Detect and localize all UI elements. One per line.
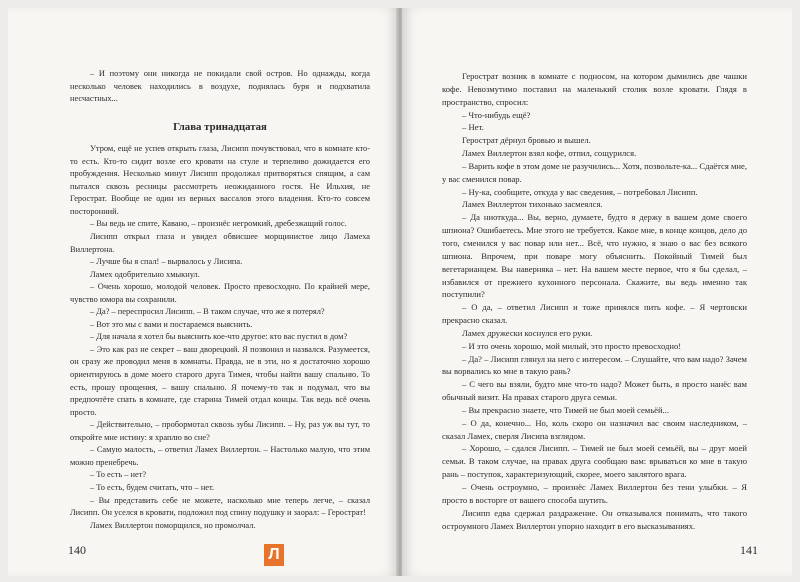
left-page bbox=[8, 8, 398, 576]
paragraph: Ламех одобрительно хмыкнул. bbox=[90, 269, 200, 279]
paragraph: – Хорошо, – сдался Лисипп. – Тимей не был моей семьёй, вы – друг моей семьи. В таком случае, на правах друга сообщаю вам: врываться ко мне в такую рань – поступок, характеризующий, скорее, моего заклятого врага. bbox=[442, 443, 747, 480]
paragraph: Герострат дёрнул бровью и вышел. bbox=[462, 135, 591, 146]
paragraph: – Вы ведь не спите, Кавано, – произнёс негромкий, дребезжащий голос. bbox=[90, 219, 347, 229]
paragraph: – Ну-ка, сообщите, откуда у вас сведения, – потребовал Лисипп. bbox=[462, 186, 698, 197]
right-page-text bbox=[442, 70, 747, 532]
right-page bbox=[402, 8, 792, 576]
paragraph: – Да? – переспросил Лисипп. – В таком случае, что же я потерял? bbox=[90, 307, 325, 317]
paragraph: – Что-нибудь ещё? bbox=[462, 109, 531, 120]
paragraph: – Нет. bbox=[462, 122, 484, 133]
paragraph: – Вы представить себе не можете, насколько мне теперь легче, – сказал Лисипп. Он уселся в кровати, подложил под спину подушку и заорал: – Герострат! bbox=[70, 495, 370, 518]
chapter-heading: Глава тринадцатая bbox=[173, 120, 267, 133]
paragraph: – И поэтому они никогда не покидали свой остров. Но однажды, когда несколько человек находились в воздухе, поднялась буря и подхватила несчастных... bbox=[70, 69, 370, 104]
paragraph: – Варить кофе в этом доме не разучились... Хотя, позвольте-ка... Сдаётся мне, у вас сменился повар. bbox=[442, 160, 747, 184]
paragraph: – Самую малость, – ответил Ламех Виллертон. – Настолько малую, что этим можно пренебречь. bbox=[70, 445, 370, 467]
publisher-logo-icon: Л bbox=[264, 544, 284, 566]
paragraph: – И это очень хорошо, мой милый, это просто превосходно! bbox=[462, 340, 682, 351]
paragraph: Ламех Виллертон взял кофе, отпил, сощурился. bbox=[462, 148, 637, 159]
book-spread bbox=[8, 8, 792, 576]
paragraph: – Вот это мы с вами и постараемся выяснить. bbox=[90, 319, 253, 329]
paragraph: – Это как раз не секрет – ваш дворецкий. Я позвонил и назвался. Разумеется, он сразу же проводил меня в комнаты. Правда, не в эти, но я достаточно хорошо ориентируюсь в доме моего старого друга Тимея, чтобы найти вашу спальню. То есть, прошу прощения, – вашу спальню. Я почему-то так и подумал, что вы предпочтёте спать в комнате, где старина Тимей отдал концы. Так ведь всё очень просто. bbox=[70, 344, 370, 417]
page-number: 141 bbox=[740, 543, 758, 557]
paragraph: Ламех Виллертон тихонько засмеялся. bbox=[462, 199, 603, 210]
paragraph: – То есть, будем считать, что – нет. bbox=[90, 482, 215, 492]
paragraph: Герострат возник в комнате с подносом, на котором дымились две чашки кофе. Невозмутимо поставил на маленький столик возле кровати. Глядя в пространство, спросил: bbox=[442, 71, 747, 107]
paragraph: Утром, ещё не успев открыть глаза, Лисипп почувствовал, что в комнате кто-то есть. Кто-то сидит возле его кровати на стуле и терпеливо дожидается его пробуждения. Несколько минут Лисипп продолжал притворяться спящим, а сам пытался сквозь ресницы рассмотреть неожиданного гостя. Не Ильхия, не Герострат. Вообще не один из верных вассалов этого владения. Кто-то совсем посторонний. bbox=[70, 144, 370, 216]
paragraph: Ламех Виллертон поморщился, но промолчал. bbox=[90, 520, 256, 530]
paragraph: – Лучше бы я спал! – вырвалось у Лисипа. bbox=[90, 257, 243, 267]
paragraph: – Да ниоткуда... Вы, верно, думаете, будто я держу в вашем доме своего шпиона? Ошибаетесь. Мне этого не требуется. Какое мне, в конце концов, дело до того, сменился у вас повар или нет... Всё, что нужно, я знаю о вас без всякого шпиона. Впрочем, при поваре могу объяснить. Покойный Тимей был вегетарианцем. Вы наверняка – нет. На вашем месте первое, что я бы сделал, – избавился от прежнего кухонного персонала. Скажите, вы ведь именно так поступили? bbox=[442, 212, 747, 300]
paragraph: – Да? – Лисипп глянул на него с интересом. – Слушайте, что вам надо? Зачем вы ворвались ко мне в такую рань? bbox=[442, 353, 747, 377]
paragraph: – То есть – нет? bbox=[90, 470, 147, 480]
paragraph: – Очень хорошо, молодой человек. Просто превосходно. По крайней мере, чувство юмора вы сохранили. bbox=[70, 282, 370, 304]
paragraph: – О да, – ответил Лисипп и тоже принялся пить кофе. – Я чертовски прекрасно сказал. bbox=[442, 302, 747, 326]
left-page-text bbox=[70, 68, 370, 532]
paragraph: – Вы прекрасно знаете, что Тимей не был моей семьёй... bbox=[462, 404, 669, 415]
paragraph: – Действительно, – пробормотал сквозь зубы Лисипп. – Ну, раз уж вы тут, то откройте мне истину: я храплю во сне? bbox=[70, 420, 370, 442]
paragraph: Ламех дружески коснулся его руки. bbox=[462, 327, 593, 338]
paragraph: – Для начала я хотел бы выяснить кое-что другое: кто вас пустил в дом? bbox=[90, 332, 348, 342]
paragraph: – С чего вы взяли, будто мне что-то надо? Может быть, я просто нанёс вам обычный визит. На правах старого друга семьи. bbox=[442, 379, 747, 403]
paragraph: – О да, конечно... Но, коль скоро он назначил вас своим наследником, – сказал Ламех, сверля Лисипа взглядом. bbox=[442, 417, 747, 441]
paragraph: Лисипп едва сдержал раздражение. Он отказывался понимать, что такого остроумного Ламех Виллертон упорно находит в его высказываниях. bbox=[442, 507, 747, 531]
paragraph: – Очень остроумно, – произнёс Ламех Виллертон без тени улыбки. – Я просто в восторге от вашего способа шутить. bbox=[442, 482, 747, 505]
page-number: 140 bbox=[68, 543, 86, 557]
paragraph: Лисипп открыл глаза и увидел обвисшее морщинистое лицо Ламеха Виллертона. bbox=[70, 232, 370, 254]
